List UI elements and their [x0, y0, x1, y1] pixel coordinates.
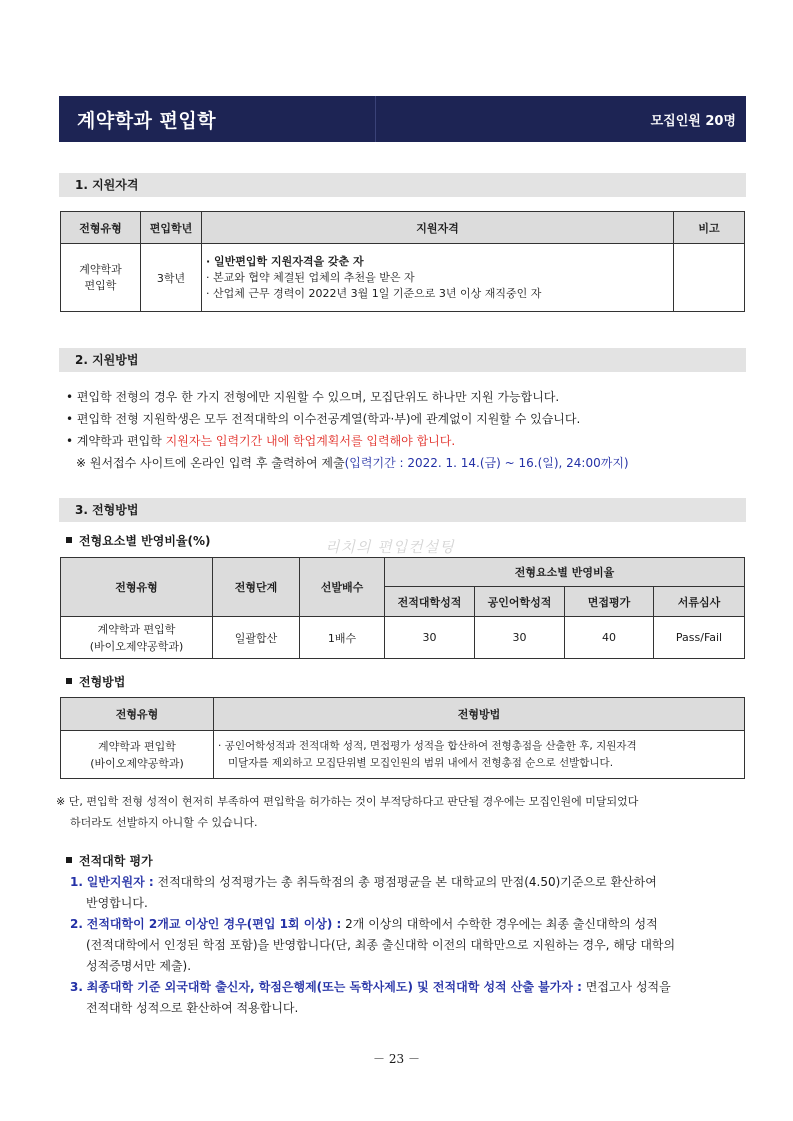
square-bullet-icon [66, 678, 72, 684]
method-cell-type [61, 731, 214, 779]
ratio-cell-type [61, 617, 213, 659]
evaluation-item-3 [70, 977, 750, 1019]
evaluation-num: 1. [70, 875, 83, 889]
note-line-1: ※ 단, 편입학 전형 성적이 현저히 부족하여 편입학을 허가하는 것이 부적당하다고 판단될 경우에는 모집인원에 미달되었다 [56, 795, 639, 808]
watermark-text: 리치의 편입컨설팅 [325, 538, 455, 556]
ratio-header-c3: 면접평가 [565, 587, 654, 617]
evaluation-text: 면접고사 성적을 [581, 980, 671, 994]
quota-label: 모집인원 20명 [650, 114, 736, 129]
cell-note [674, 244, 745, 312]
ratio-header-multiple: 선발배수 [300, 558, 385, 617]
ratio-cell-v4: Pass/Fail [654, 617, 745, 659]
ratio-cell-v2: 30 [475, 617, 565, 659]
qual-line-1: · 일반편입학 지원자격을 갖춘 자 [206, 254, 364, 268]
ratio-cell-type-line1: 계약학과 편입학 [97, 622, 176, 636]
apply-bullet-3-highlight: 지원자는 입력기간 내에 학업계획서를 입력해야 합니다. [165, 434, 456, 448]
evaluation-item-1 [70, 872, 750, 914]
method-subheading [66, 673, 125, 690]
method-header-type: 전형유형 [61, 698, 214, 731]
evaluation-lead: 일반지원자 : [86, 875, 154, 889]
header-type: 전형유형 [61, 212, 141, 244]
evaluation-text: 2개 이상의 대학에서 수학한 경우에는 최종 출신대학의 성적 [341, 917, 658, 931]
method-cell-description [214, 731, 745, 779]
method-table [60, 697, 745, 779]
method-cell-type-line2: (바이오제약공학과) [90, 756, 184, 770]
square-bullet-icon [66, 857, 72, 863]
page-title: 계약학과 편입학 [77, 110, 217, 132]
ratio-header-c4: 서류심사 [654, 587, 745, 617]
apply-bullet-2: • 편입학 전형 지원학생은 모두 전적대학의 이수전공계열(학과·부)에 관계없이 지원할 수 있습니다. [66, 412, 581, 426]
page-number: － 23 － [373, 1052, 420, 1066]
section-heading-apply: 2. 지원방법 [59, 348, 746, 372]
qual-line-3: · 산업체 근무 경력이 2022년 3월 1일 기준으로 3년 이상 재직중인 자 [206, 286, 542, 300]
page-banner [59, 96, 746, 142]
cell-type-line1: 계약학과 [79, 262, 122, 276]
ratio-header-group: 전형요소별 반영비율 [385, 558, 745, 587]
section-heading-qualification: 1. 지원자격 [59, 173, 746, 197]
evaluation-cont: 성적증명서만 제출). [86, 959, 192, 973]
ratio-subheading [66, 532, 211, 549]
cell-qualifications [202, 244, 674, 312]
method-header-method: 전형방법 [214, 698, 745, 731]
evaluation-item-2 [70, 914, 750, 977]
ratio-cell-v3: 40 [565, 617, 654, 659]
ratio-cell-multiple: 1배수 [300, 617, 385, 659]
evaluation-subheading-text: 전적대학 평가 [79, 854, 153, 868]
method-line-2: 미달자를 제외하고 모집단위별 모집인원의 범위 내에서 전형총점 순으로 선발합니다. [228, 756, 614, 769]
apply-bullet-4 [66, 452, 629, 474]
apply-bullet-3-lead: • 계약학과 편입학 [66, 434, 166, 448]
ratio-cell-stage: 일괄합산 [213, 617, 300, 659]
qualification-table [60, 211, 745, 312]
ratio-cell-v1: 30 [385, 617, 475, 659]
apply-bullet-4-lead: ※ 원서접수 사이트에 온라인 입력 후 출력하여 제출 [76, 456, 345, 470]
evaluation-num: 3. [70, 980, 83, 994]
evaluation-cont: 전적대학 성적으로 환산하여 적용합니다. [86, 1001, 299, 1015]
qual-line-2: · 본교와 협약 체결된 업체의 추천을 받은 자 [206, 270, 415, 284]
apply-bullet-1: • 편입학 전형의 경우 한 가지 전형에만 지원할 수 있으며, 모집단위도 하나만 지원 가능합니다. [66, 390, 560, 404]
ratio-cell-type-line2: (바이오제약공학과) [89, 639, 184, 653]
method-line-1: · 공인어학성적과 전적대학 성적, 면접평가 성적을 합산하여 전형총점을 산출한 후, 지원자격 [218, 739, 637, 752]
selection-note [56, 791, 638, 833]
evaluation-cont: (전적대학에서 인정된 학점 포함)을 반영합니다(단, 최종 출신대학 이전의 대학만으로 지원하는 경우, 해당 대학의 [86, 938, 676, 952]
ratio-header-stage: 전형단계 [213, 558, 300, 617]
cell-type [61, 244, 141, 312]
apply-bullets [66, 386, 629, 474]
apply-bullet-4-period: (입력기간 : 2022. 1. 14.(금) ~ 16.(일), 24:00까지) [344, 456, 629, 470]
evaluation-cont: 반영합니다. [86, 896, 148, 910]
cell-type-line2: 편입학 [84, 278, 117, 292]
header-qualification: 지원자격 [202, 212, 674, 244]
evaluation-num: 2. [70, 917, 83, 931]
ratio-subheading-text: 전형요소별 반영비율(%) [79, 534, 211, 548]
evaluation-list [70, 872, 750, 1019]
evaluation-text: 전적대학의 성적평가는 총 취득학점의 총 평점평균을 본 대학교의 만점(4.50)기준으로 환산하여 [153, 875, 657, 889]
method-cell-type-line1: 계약학과 편입학 [98, 739, 176, 753]
square-bullet-icon [66, 537, 72, 543]
section-heading-method: 3. 전형방법 [59, 498, 746, 522]
ratio-header-c1: 전적대학성적 [385, 587, 475, 617]
evaluation-lead: 전적대학이 2개교 이상인 경우(편입 1회 이상) : [86, 917, 342, 931]
header-note: 비고 [674, 212, 745, 244]
header-year: 편입학년 [141, 212, 202, 244]
cell-year: 3학년 [141, 244, 202, 312]
banner-divider [375, 96, 376, 142]
method-subheading-text: 전형방법 [79, 675, 126, 689]
note-line-2: 하더라도 선발하지 아니할 수 있습니다. [70, 816, 258, 829]
ratio-table [60, 557, 745, 659]
ratio-header-c2: 공인어학성적 [475, 587, 565, 617]
evaluation-subheading [66, 852, 153, 869]
apply-bullet-3 [66, 430, 629, 452]
evaluation-lead: 최종대학 기준 외국대학 출신자, 학점은행제(또는 독학사제도) 및 전적대학 성적 산출 불가자 : [86, 980, 582, 994]
ratio-header-type: 전형유형 [61, 558, 213, 617]
